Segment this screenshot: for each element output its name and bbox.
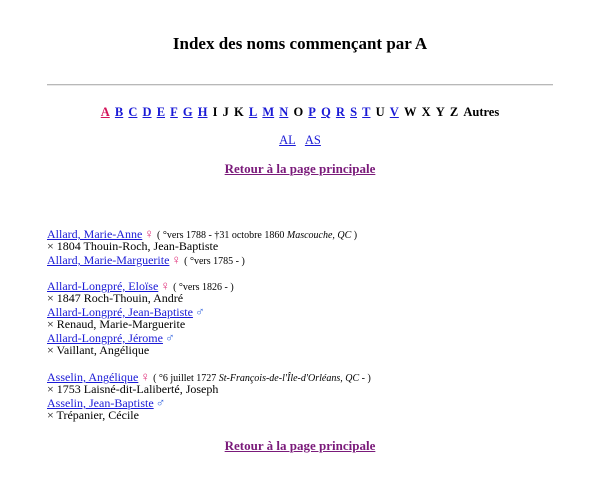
letter-i: I: [212, 105, 218, 119]
spouse-line: × 1804 Thouin-Roch, Jean-Baptiste: [47, 239, 219, 253]
family-group: [47, 279, 567, 357]
back-to-main-link-bottom[interactable]: Retour à la page principale: [224, 438, 376, 453]
birth-death-info: ( °vers 1826 - ): [173, 282, 234, 293]
male-icon: ♂: [155, 395, 166, 410]
person-name-link[interactable]: Allard-Longpré, Eloïse: [47, 279, 159, 293]
letter-y: Y: [435, 105, 445, 119]
letter-c[interactable]: C: [128, 105, 138, 119]
name-entries: [47, 227, 567, 435]
letter-x: X: [421, 105, 431, 119]
letter-d[interactable]: D: [142, 105, 152, 119]
letter-autres: Autres: [463, 105, 500, 119]
spouse-line: × Trépanier, Cécile: [47, 408, 139, 422]
letter-g[interactable]: G: [182, 105, 193, 119]
letter-u: U: [375, 105, 385, 119]
person-name-link[interactable]: Allard-Longpré, Jérome: [47, 331, 163, 345]
page-title: Index des noms commençant par A: [172, 34, 428, 53]
letter-p[interactable]: P: [308, 105, 316, 119]
back-to-main-link[interactable]: Retour à la page principale: [224, 161, 376, 176]
birth-death-info: ( °vers 1785 - ): [184, 256, 245, 267]
letter-j: J: [222, 105, 229, 119]
spouse-line: × Vaillant, Angélique: [47, 343, 150, 357]
person-name-link[interactable]: Asselin, Jean-Baptiste: [47, 396, 154, 410]
female-icon: ♀: [171, 252, 182, 267]
spouse-line: × Renaud, Marie-Marguerite: [47, 317, 186, 331]
female-icon: ♀: [144, 226, 155, 241]
spouse-line: × 1753 Laisné-dit-Laliberté, Joseph: [47, 382, 219, 396]
person-name-link[interactable]: Allard, Marie-Marguerite: [47, 253, 170, 267]
letter-a[interactable]: A: [100, 105, 110, 119]
person-name-link[interactable]: Allard, Marie-Anne: [47, 227, 143, 241]
spouse-line: × 1847 Roch-Thouin, André: [47, 291, 184, 305]
letter-q[interactable]: Q: [321, 105, 331, 119]
sub-index-link-al[interactable]: AL: [279, 133, 296, 147]
person-name-link[interactable]: Asselin, Angélique: [47, 370, 139, 384]
female-icon: ♀: [160, 278, 171, 293]
family-group: [47, 370, 567, 422]
birth-death-info: ( °6 juillet 1727: [153, 373, 219, 384]
letter-r[interactable]: R: [335, 105, 345, 119]
letter-z: Z: [449, 105, 459, 119]
letter-m[interactable]: M: [262, 105, 275, 119]
horizontal-rule: [47, 84, 553, 86]
letter-w: W: [403, 105, 417, 119]
alphabet-index: [0, 105, 600, 120]
letter-v[interactable]: V: [389, 105, 399, 119]
birth-death-info-close: - ): [359, 373, 371, 384]
person-name-link[interactable]: Allard-Longpré, Jean-Baptiste: [47, 305, 193, 319]
sub-index-link-as[interactable]: AS: [304, 133, 321, 147]
letter-l[interactable]: L: [248, 105, 258, 119]
place-name: Mascouche, QC: [286, 230, 352, 241]
letter-t[interactable]: T: [362, 105, 371, 119]
place-name: St-François-de-l'Île-d'Orléans, QC: [218, 373, 360, 384]
letter-e[interactable]: E: [156, 105, 166, 119]
male-icon: ♂: [194, 304, 205, 319]
person-entry: [47, 253, 567, 266]
letter-s[interactable]: S: [350, 105, 358, 119]
letter-o: O: [293, 105, 304, 119]
back-link-bottom-container: [0, 438, 600, 454]
letter-n[interactable]: N: [279, 105, 289, 119]
letter-k: K: [234, 105, 244, 119]
sub-index: [0, 133, 600, 148]
birth-death-info-close: ): [351, 230, 358, 241]
letter-h[interactable]: H: [197, 105, 208, 119]
family-group: [47, 227, 567, 266]
letter-f[interactable]: F: [170, 105, 178, 119]
male-icon: ♂: [164, 330, 175, 345]
female-icon: ♀: [140, 369, 151, 384]
back-link-top-container: [0, 161, 600, 177]
birth-death-info: ( °vers 1788 - †31 octobre 1860: [157, 230, 287, 241]
letter-b[interactable]: B: [114, 105, 124, 119]
